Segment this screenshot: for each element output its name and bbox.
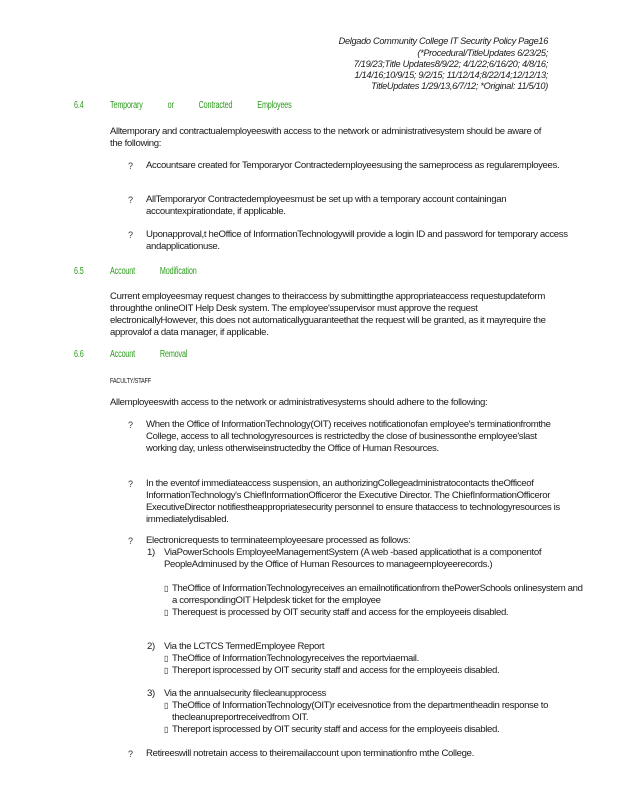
sub-item: ▯ Thereport isprocessed by OIT security staff and access for the employeeis disabled. <box>164 724 500 735</box>
section-title: Temporary or Contracted Employees <box>110 100 292 111</box>
header-revision-line: 7/19/23;Title Updates8/9/22; 4/1/22;6/16/20; 4/8/16; <box>353 59 548 69</box>
section-heading-6-5 <box>74 266 197 277</box>
step-text: ViaPowerSchools EmployeeManagementSystem (A web -based applicatiothat is a componentof PeopleAdminused by the Office of Human Resources to manageemployeerecords.) <box>164 547 542 570</box>
header-title: Delgado Community College IT Security Policy Page16 <box>338 36 548 46</box>
step-number: 3) <box>147 688 155 699</box>
section-title: Account Removal <box>110 349 188 360</box>
section-number: 6.5 <box>74 266 84 277</box>
section-title: Account Modification <box>110 266 197 277</box>
step-text: Via the annualsecurity filecleanupprocess <box>164 688 327 699</box>
bullet-icon: ? <box>128 479 133 489</box>
header-revision-line: (*Procedural/TitleUpdates 6/23/25; <box>417 48 548 58</box>
section-intro: Alltemporary and contractualemployeeswith access to the network or administrativesystem should be aware of the following: <box>110 126 542 149</box>
sub-item: ▯ TheOffice of InformationTechnology(OIT)r eceivesnotice from the departmentheadin response to thecleanupreportreceivedfrom OIT. <box>164 700 549 723</box>
bullet-icon: ? <box>128 536 133 546</box>
list-item: ? Electronicrequests to terminateemployeesare processed as follows: <box>128 535 411 546</box>
checkbox-bullet-icon: ▯ <box>164 666 169 675</box>
checkbox-bullet-icon: ▯ <box>164 701 169 710</box>
step-number: 2) <box>147 641 155 652</box>
section-intro: Allemployeeswith access to the network or administrativesystems should adhere to the following: <box>110 397 488 408</box>
page-header <box>248 36 548 92</box>
step-number: 1) <box>147 547 155 558</box>
list-item: ? Accountsare created for Temporaryor Contractedemployeesusing the sameprocess as regularemployees. <box>128 160 560 171</box>
list-item: ? Retireeswill notretain access to theiremailaccount upon terminationfro mthe College. <box>128 748 474 759</box>
section-heading-6-4 <box>74 100 292 111</box>
section-heading-6-6 <box>74 349 187 360</box>
section-number: 6.4 <box>74 100 84 111</box>
sub-item: ▯ Thereport isprocessed by OIT security staff and access for the employeeis disabled. <box>164 665 500 676</box>
subheading-faculty-staff: FACULTY/STAFF <box>110 376 151 385</box>
checkbox-bullet-icon: ▯ <box>164 608 169 617</box>
header-revision-line: TitleUpdates 1/29/13,6/7/12; *Original: 11/5/10) <box>371 81 548 91</box>
bullet-icon: ? <box>128 195 133 205</box>
bullet-icon: ? <box>128 230 133 240</box>
section-body: Current employeesmay request changes to theiraccess by submittingthe appropriateaccess requestupdateform throughthe onlineOIT Help Desk system. The employee'ssupervisor must approve the request electronicallyHowever, this does not automaticallyguaranteethat the request will be granted, as it mayrequire the approvalof a data manager, if applicable. <box>110 291 546 338</box>
header-revision-line: 1/14/16;10/9/15; 9/2/15; 11/12/14;8/22/14;12/12/13; <box>354 70 548 80</box>
section-number: 6.6 <box>74 349 84 360</box>
list-item: ? When the Office of InformationTechnology(OIT) receives notificationofan employee's terminationfromthe College, access to all technologyresources is restrictedby the close of businessonthe employee'slast working day, unless otherwiseinstructedby the Office of Human Resources. <box>128 419 551 454</box>
sub-item: ▯ TheOffice of InformationTechnologyreceives the reportviaemail. <box>164 653 419 664</box>
bullet-icon: ? <box>128 420 133 430</box>
list-item: ? Uponapproval,t heOffice of InformationTechnologywill provide a login ID and password for temporary access andapplicationuse. <box>128 229 568 252</box>
checkbox-bullet-icon: ▯ <box>164 725 169 734</box>
process-step <box>147 547 577 571</box>
sub-item: ▯ Therequest is processed by OIT security staff and access for the employeeis disabled. <box>164 607 509 618</box>
checkbox-bullet-icon: ▯ <box>164 654 169 663</box>
checkbox-bullet-icon: ▯ <box>164 584 169 593</box>
bullet-icon: ? <box>128 749 133 759</box>
sub-item: ▯ TheOffice of InformationTechnologyreceives an emailnotificationfrom thePowerSchools onlinesystem and a correspondingOIT Helpdesk ticket for the employee <box>164 583 583 606</box>
process-step <box>147 641 577 653</box>
process-step <box>147 688 577 700</box>
bullet-icon: ? <box>128 161 133 171</box>
step-text: Via the LCTCS TermedEmployee Report <box>164 641 325 652</box>
list-item: ? In the eventof immediateaccess suspension, an authorizingCollegeadministratocontacts theOfficeof InformationTechnology's ChiefInformationOfficeror the Executive Director. The ChiefInformationOfficeror ExecutiveDirector notifiestheappropriatesecurity personnel to ensure thataccess to technologyresources is immediatelydisabled. <box>128 478 560 525</box>
list-item: ? AllTemporaryor Contractedemployeesmust be set up with a temporary account containingan accountexpirationdate, if applicable. <box>128 194 507 217</box>
